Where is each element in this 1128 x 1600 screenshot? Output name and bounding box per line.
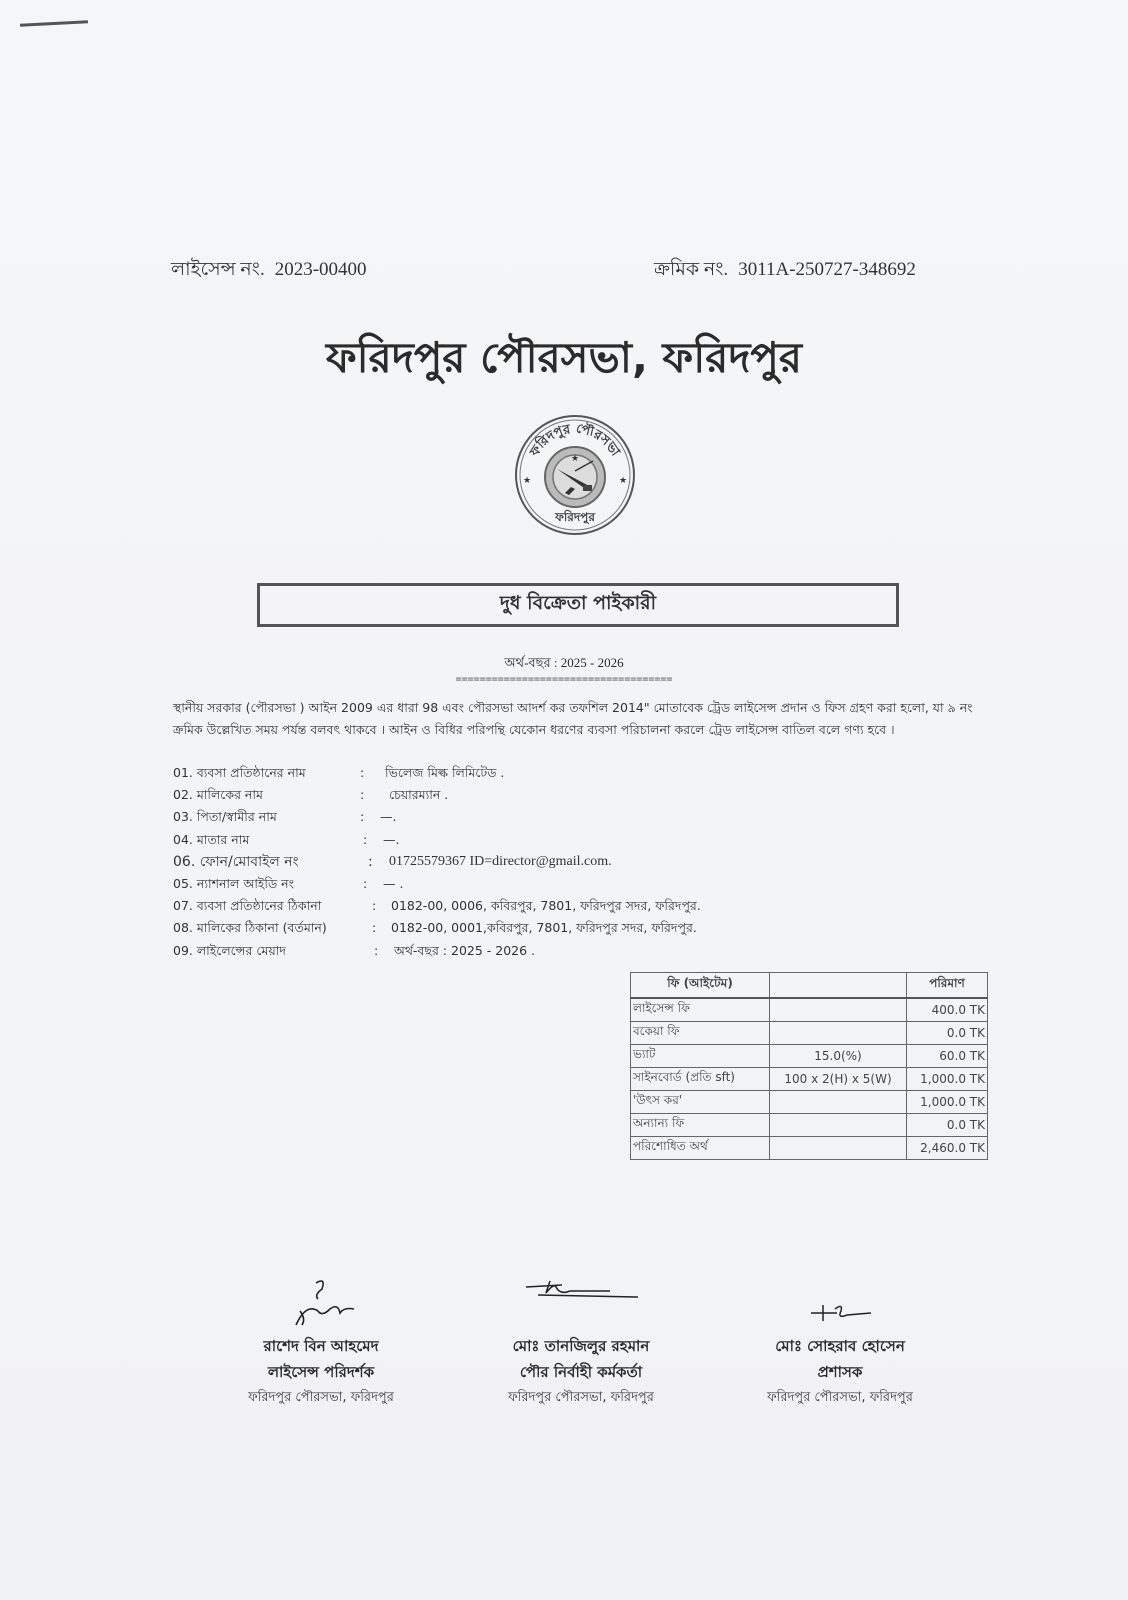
separator-line: ==================================== <box>455 674 673 685</box>
fee-item: পরিশোধিত অর্থ <box>631 1137 770 1160</box>
fee-total-row <box>631 1137 988 1160</box>
field-value: 0182-00, 0001,কবিরপুর, 7801, ফরিদপুর সদর, ফরিদপুর. <box>391 920 697 936</box>
municipality-seal-icon <box>513 413 637 537</box>
field-row <box>173 829 873 851</box>
field-value: চেয়ারম্যান . <box>389 787 449 803</box>
field-colon: : <box>363 875 368 891</box>
header-detail <box>770 973 907 999</box>
field-value: 0182-00, 0006, কবিরপুর, 7801, ফরিদপুর সদর, ফরিদপুর. <box>391 898 701 914</box>
fee-item: অন্যান্য ফি <box>631 1114 770 1137</box>
fiscal-year: অর্থ-বছর : 2025 - 2026 <box>504 655 624 670</box>
field-row <box>173 762 873 784</box>
field-colon: : <box>372 920 377 936</box>
field-row <box>173 940 873 962</box>
fee-item: ভ্যাট <box>631 1045 770 1068</box>
page-title: ফরিদপুর পৌরসভা, ফরিদপুর <box>325 333 803 382</box>
fee-row <box>631 1045 988 1068</box>
field-label: 05. ন্যাশনাল আইডি নং <box>173 875 295 891</box>
license-number <box>171 255 367 287</box>
fee-row <box>631 1068 988 1091</box>
fee-item: 'উৎস কর' <box>631 1091 770 1114</box>
business-category: দুধ বিক্রেতা পাইকারী <box>499 592 657 614</box>
signatory-license-inspector <box>191 1275 451 1411</box>
field-row <box>173 895 873 917</box>
fee-amount: 0.0 TK <box>907 1022 988 1045</box>
field-colon: : <box>374 942 379 958</box>
fee-detail: 100 x 2(H) x 5(W) <box>770 1068 907 1091</box>
fee-item: বকেয়া ফি <box>631 1022 770 1045</box>
scan-mark <box>20 20 88 27</box>
signature-icon <box>775 1275 905 1333</box>
field-label: 07. ব্যবসা প্রতিষ্ঠানের ঠিকানা <box>173 898 322 914</box>
fee-amount: 0.0 TK <box>907 1114 988 1137</box>
field-row <box>173 784 873 806</box>
fee-amount: 1,000.0 TK <box>907 1091 988 1114</box>
signature-icon <box>256 1275 386 1333</box>
fee-row <box>631 1091 988 1114</box>
fee-amount: 1,000.0 TK <box>907 1068 988 1091</box>
fee-row <box>631 1114 988 1137</box>
svg-text:★: ★ <box>570 454 580 464</box>
license-number-value: 2023-00400 <box>274 259 367 280</box>
fee-amount: 2,460.0 TK <box>907 1137 988 1160</box>
field-label: 04. মাতার নাম <box>173 831 250 847</box>
serial-number <box>654 255 916 287</box>
seal-top-text: ফরিদপুর পৌরসভা <box>527 421 623 460</box>
signatory-administrator <box>710 1275 970 1411</box>
fee-detail <box>770 1022 907 1045</box>
header-amount: পরিমাণ <box>907 973 988 999</box>
header-item: ফি (আইটেম) <box>631 973 770 999</box>
license-fields <box>173 762 873 962</box>
signatory-org: ফরিদপুর পৌরসভা, ফরিদপুর <box>767 1390 913 1405</box>
fee-table-header <box>631 973 988 999</box>
signatory-name: মোঃ তানজিলুর রহমান <box>512 1337 650 1355</box>
field-colon: : <box>363 831 368 847</box>
fee-table <box>630 972 988 1160</box>
field-colon: : <box>360 765 365 780</box>
svg-text:★: ★ <box>618 476 628 486</box>
fee-detail <box>770 1091 907 1114</box>
serial-number-label: ক্রমিক নং. <box>654 259 729 280</box>
svg-text:★: ★ <box>522 476 532 486</box>
field-label: 01. ব্যবসা প্রতিষ্ঠানের নাম <box>173 765 306 780</box>
signatory-role: পৌর নির্বাহী কর্মকর্তা <box>519 1363 643 1381</box>
field-value: অর্থ-বছর : 2025 - 2026 . <box>394 942 536 958</box>
field-row <box>173 806 873 828</box>
signatory-executive-officer <box>451 1275 711 1411</box>
fee-detail <box>770 1137 907 1160</box>
field-colon: : <box>372 898 377 914</box>
field-label: 03. পিতা/স্বামীর নাম <box>173 809 277 825</box>
field-label: 09. লাইলেন্সের মেয়াদ <box>173 942 286 958</box>
field-label: 02. মালিকের নাম <box>173 787 263 803</box>
signatory-org: ফরিদপুর পৌরসভা, ফরিদপুর <box>248 1390 394 1405</box>
field-value: 01725579367 ID=director@gmail.com. <box>389 853 612 869</box>
field-value: —. <box>383 831 400 847</box>
signature-icon <box>516 1275 646 1333</box>
field-colon: : <box>368 853 373 870</box>
business-category-box <box>257 583 899 627</box>
fee-item: লাইসেন্স ফি <box>631 998 770 1022</box>
signatory-name: রাশেদ বিন আহমেদ <box>263 1337 379 1355</box>
field-row <box>173 917 873 939</box>
fee-item: সাইনবোর্ড (প্রতি sft) <box>631 1068 770 1091</box>
legal-statement: স্থানীয় সরকার (পৌরসভা ) আইন 2009 এর ধারা 98 এবং পৌরসভা আদর্শ কর তফশিল 2014" মোতাবেক ট্রেড লাইসেন্স প্রদান ও ফিস গ্রহণ করা হলো, যা ৯ নং ক্রমিক উল্লেখিত সময় পর্যন্ত বলবৎ থাকবে । আইন ও বিধির পরিপন্থি যেকোন ধরণের ব্যবসা পরিচালনা করলে ট্রেড লাইসেন্স বাতিল বলে গণ্য হবে । <box>173 700 973 737</box>
field-value: ভিলেজ মিল্ক লিমিটেড . <box>385 765 505 780</box>
license-number-label: লাইসেন্স নং. <box>171 259 265 280</box>
field-colon: : <box>360 787 365 803</box>
fee-detail <box>770 998 907 1022</box>
field-row <box>173 851 873 873</box>
fee-row <box>631 998 988 1022</box>
seal-bottom-text: ফরিদপুর <box>555 510 595 524</box>
fee-detail <box>770 1114 907 1137</box>
field-colon: : <box>360 809 365 825</box>
fee-amount: 400.0 TK <box>907 998 988 1022</box>
signatory-name: মোঃ সোহরাব হোসেন <box>775 1337 905 1355</box>
field-row <box>173 873 873 895</box>
fee-amount: 60.0 TK <box>907 1045 988 1068</box>
serial-number-value: 3011A-250727-348692 <box>738 259 916 280</box>
field-value: —. <box>380 809 397 825</box>
field-label: 06. ফোন/মোবাইল নং <box>173 853 299 870</box>
field-label: 08. মালিকের ঠিকানা (বর্তমান) <box>173 920 327 936</box>
field-value: — . <box>383 875 404 891</box>
signatory-role: প্রশাসক <box>817 1363 863 1381</box>
fee-detail: 15.0(%) <box>770 1045 907 1068</box>
signatory-role: লাইসেন্স পরিদর্শক <box>267 1363 375 1381</box>
signatory-org: ফরিদপুর পৌরসভা, ফরিদপুর <box>508 1390 654 1405</box>
fee-row <box>631 1022 988 1045</box>
